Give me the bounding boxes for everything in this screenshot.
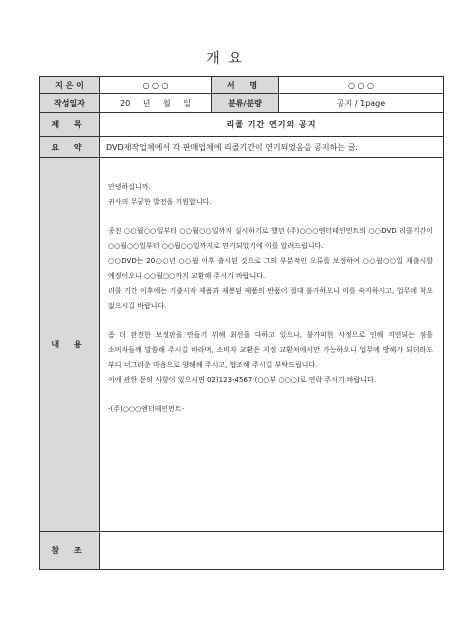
category-label: 분류/분량	[212, 94, 279, 113]
content-row	[40, 158, 444, 532]
summary-value[interactable]: DVD제작업체에서 각 판매업체에 리콜기간이 연기되었음을 공지하는 글.	[100, 137, 444, 158]
author-row	[40, 77, 444, 94]
date-value[interactable]: 20 년 월 일	[100, 94, 212, 113]
body-paragraph-3: 리콜 기간 이후에는 기출시작 제품과 재봉된 제품의 반품이 절대 불가하오니 이를 숙지하시고, 업무에 착오 없으시길 바랍니다.	[108, 287, 433, 310]
signature-label: 서 명	[212, 77, 279, 94]
content-body[interactable]	[100, 158, 444, 532]
reference-row	[40, 532, 444, 570]
subject-value[interactable]: 리콜 기간 연기의 공지	[100, 113, 444, 137]
greeting-line-2: 귀사의 무궁한 발전을 기원합니다.	[108, 198, 212, 206]
content-label: 내 용	[40, 158, 100, 532]
greeting-line: 안녕하십니까.	[108, 183, 151, 191]
summary-label: 요 약	[40, 137, 100, 158]
reference-label: 참 조	[40, 532, 100, 570]
body-paragraph-5: 이에 관한 문의 사항이 있으시면 02)123-4567 (○○부 ○○○)로 연락 주시기 바랍니다.	[108, 376, 377, 384]
subject-label: 제 목	[40, 113, 100, 137]
date-label: 작성일자	[40, 94, 100, 113]
reference-value[interactable]	[100, 532, 444, 570]
author-value[interactable]: ○ ○ ○	[100, 77, 212, 94]
document-title: 개 요	[206, 51, 244, 67]
signature-value[interactable]: ○ ○ ○	[279, 77, 444, 94]
body-paragraph-2: ○○DVD는 20○○년 ○○월 이후 출시된 것으로 그의 부분적인 오류를 보정하여 ○○월○○일 재출시할 예정이오니 ○○월○○까지 교환해 주시기 바랍니다.	[108, 257, 433, 280]
category-value[interactable]: 공지 / 1page	[279, 94, 444, 113]
body-paragraph-1: 종전 ○○월○○일부터 ○○월○○일까지 실시하기로 했던 (주)○○○엔터테인먼트의 ○○DVD 리콜기간이 ○○월○○일부터 ○○월○○일까지로 연기되었기에 이를 알려드립니다.	[108, 227, 433, 250]
body-paragraph-4: 좀 더 완전한 보정판을 만들기 위해 최선을 다하고 있으나, 불가피한 사정으로 인해 지연되는 점을 소비자들께 말씀해 주시길 바라며, 소비자 교환은 지정 교환처에서만 가능하오니 업무에 방해가 되더라도 부디 너그러운 마음으로 양해해 주시고, 협조해 주시길 부탁드립니다.	[108, 331, 433, 369]
summary-row	[40, 137, 444, 158]
date-row	[40, 94, 444, 113]
summary-form-table	[39, 76, 444, 570]
author-label: 지 은 이	[40, 77, 100, 94]
company-signoff: -(주)○○○엔터테인먼트-	[108, 405, 185, 413]
subject-row	[40, 113, 444, 137]
